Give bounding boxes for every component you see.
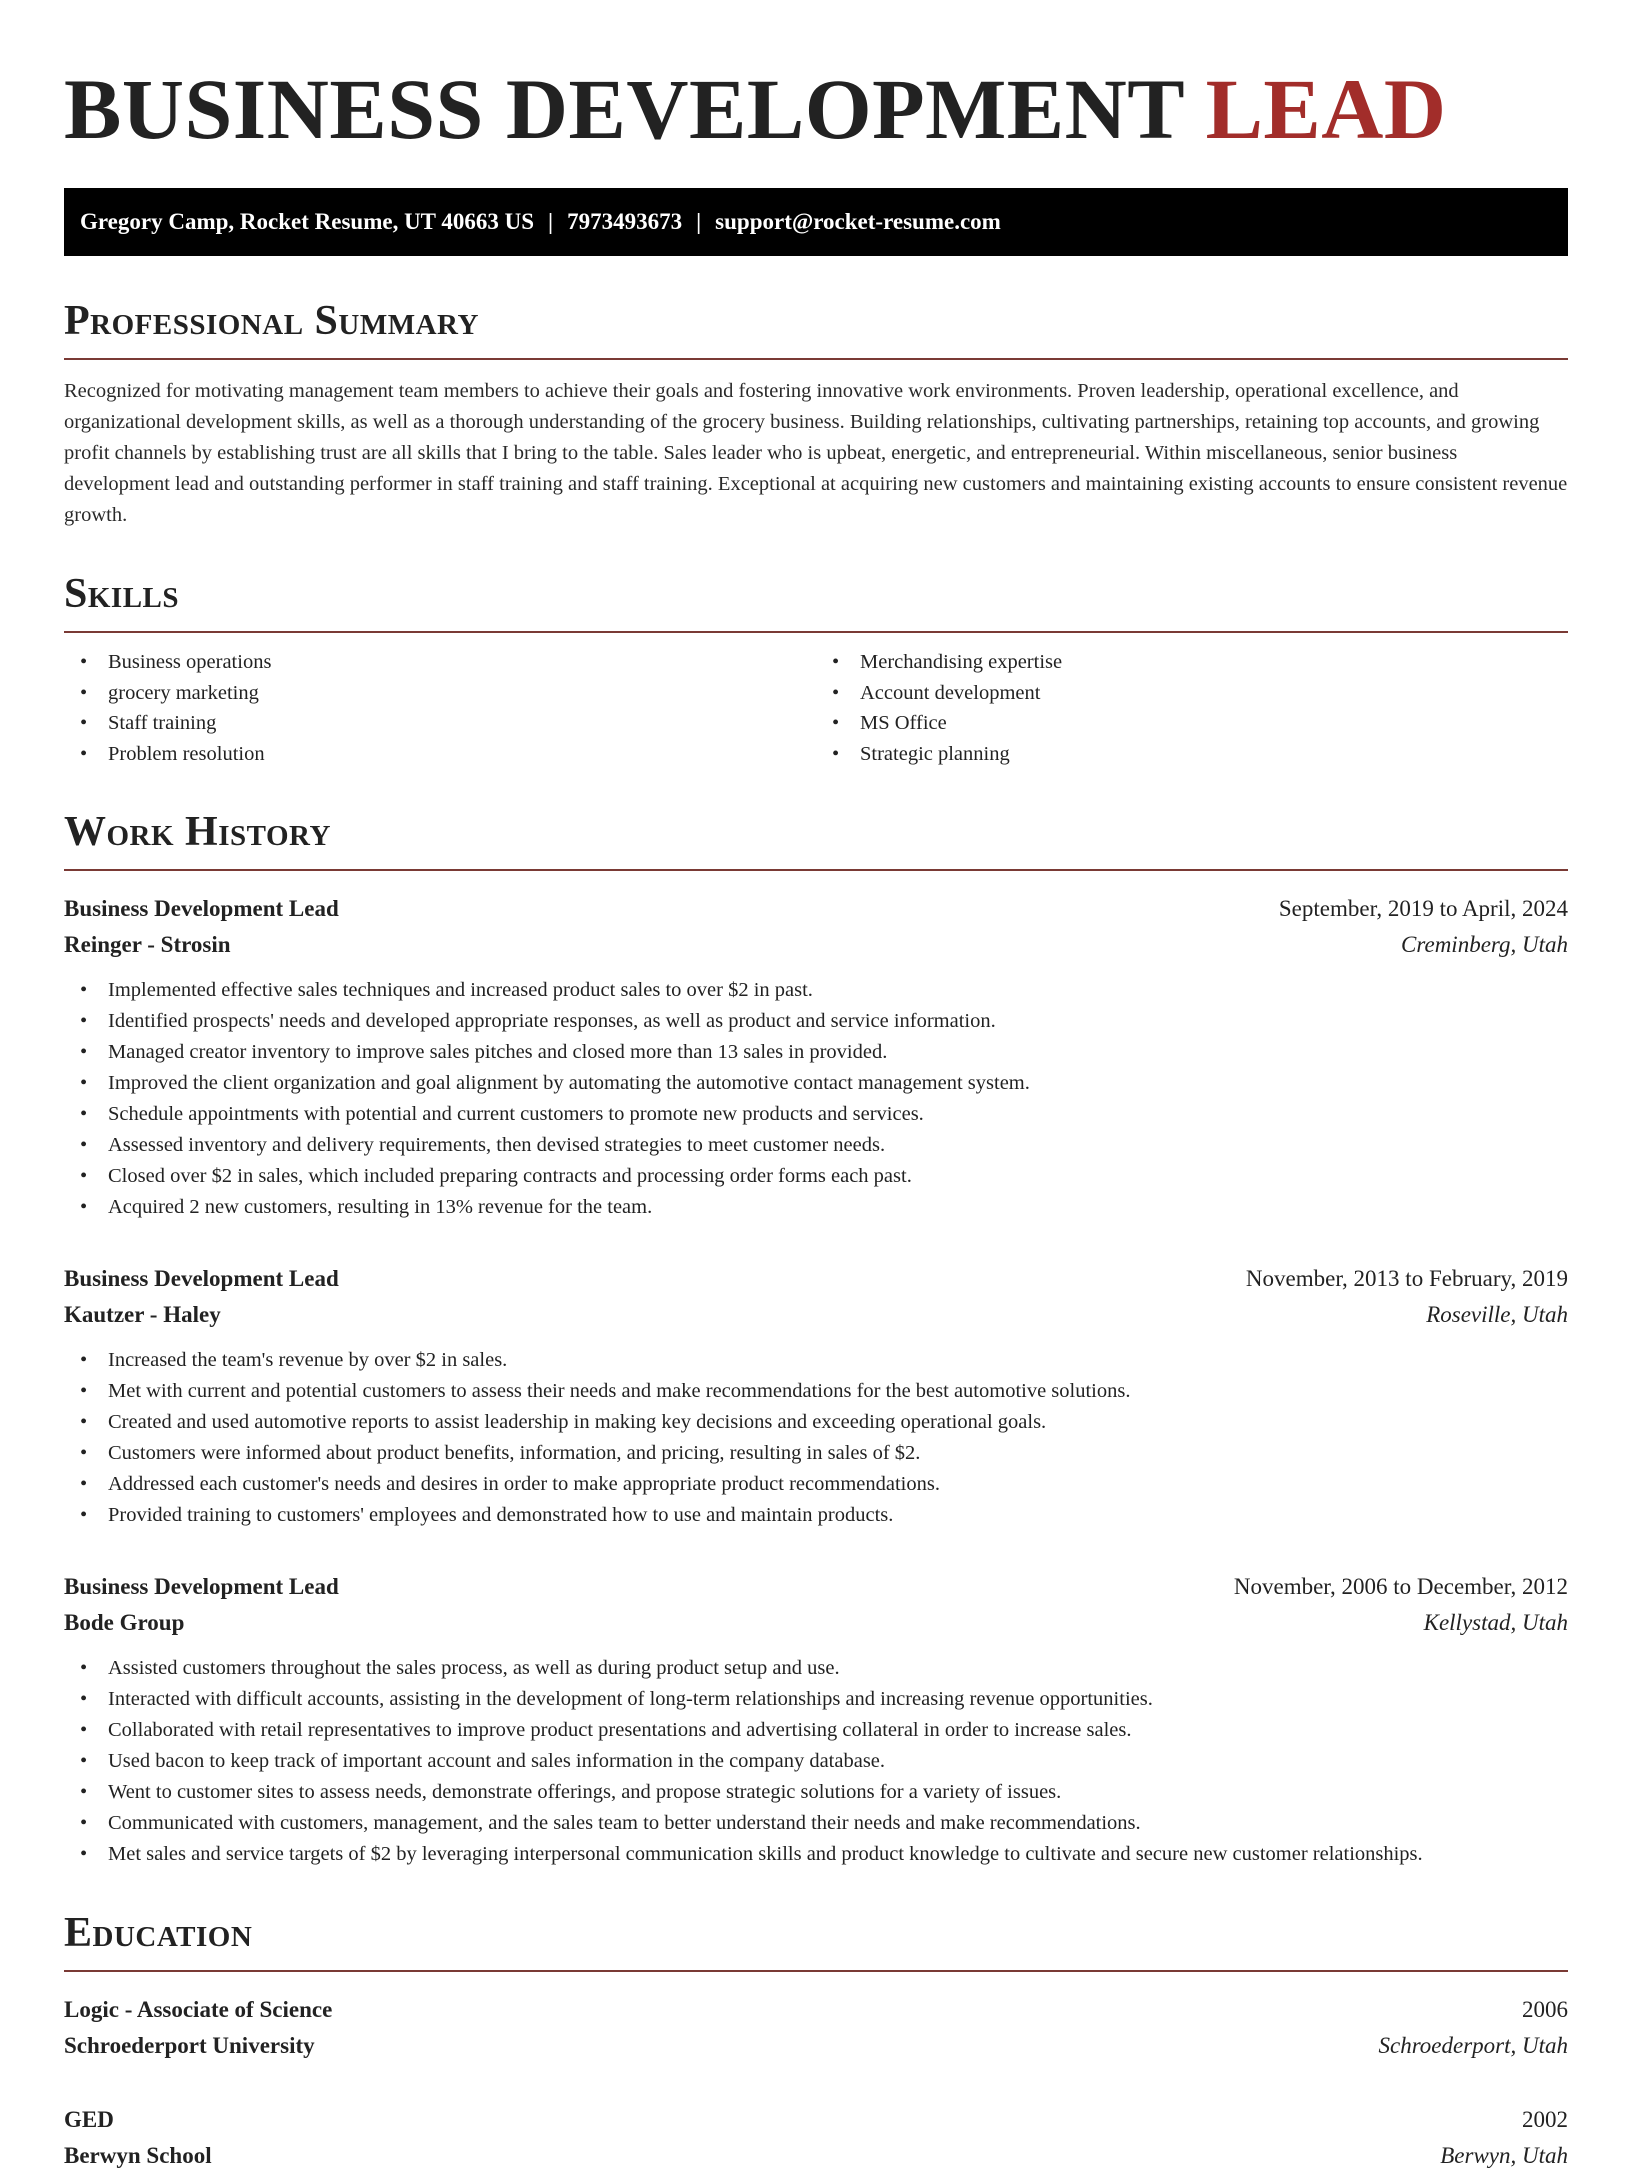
- education-location: Schroederport, Utah: [1378, 2033, 1568, 2058]
- education-section: [64, 1912, 1568, 2174]
- skill-item: • Merchandising expertise: [816, 647, 1568, 678]
- job-company: Kautzer - Haley: [64, 1302, 221, 1327]
- education-school: Berwyn School: [64, 2143, 212, 2168]
- skill-item: • Staff training: [64, 708, 816, 739]
- job-bullet: • Provided training to customers' employees and demonstrated how to use and maintain products.: [64, 1500, 1568, 1531]
- education-entry: [64, 2102, 1568, 2174]
- job-bullets: [64, 1653, 1568, 1870]
- job-entry: [64, 1261, 1568, 1531]
- job-location: Roseville, Utah: [1426, 1302, 1568, 1327]
- job-company-row: [64, 1297, 1568, 1333]
- section-heading: Work History: [64, 811, 1568, 871]
- section-heading: Education: [64, 1912, 1568, 1972]
- job-bullet: • Collaborated with retail representatives to improve product presentations and advertising collateral in order to increase sales.: [64, 1715, 1568, 1746]
- job-bullet: • Assessed inventory and delivery requirements, then devised strategies to meet customer needs.: [64, 1130, 1568, 1161]
- job-company-row: [64, 927, 1568, 963]
- education-header-row: [64, 2102, 1568, 2138]
- skills-section: [64, 573, 1568, 769]
- job-bullet: • Implemented effective sales techniques and increased product sales to over $2 in past.: [64, 975, 1568, 1006]
- skill-item: • Strategic planning: [816, 739, 1568, 770]
- education-school-row: [64, 2028, 1568, 2064]
- contact-separator: |: [548, 209, 554, 234]
- skills-column-right: [816, 647, 1568, 769]
- job-bullet: • Addressed each customer's needs and desires in order to make appropriate product recommendations.: [64, 1469, 1568, 1500]
- job-bullet: • Improved the client organization and goal alignment by automating the automotive contact management system.: [64, 1068, 1568, 1099]
- job-bullet: • Customers were informed about product benefits, information, and pricing, resulting in sales of $2.: [64, 1438, 1568, 1469]
- job-bullet: • Went to customer sites to assess needs, demonstrate offerings, and propose strategic solutions for a variety of issues.: [64, 1777, 1568, 1808]
- job-location: Creminberg, Utah: [1401, 932, 1568, 957]
- job-bullet: • Schedule appointments with potential and current customers to promote new products and services.: [64, 1099, 1568, 1130]
- education-degree: GED: [64, 2107, 114, 2132]
- job-header-row: [64, 1261, 1568, 1297]
- title-main: BUSINESS DEVELOPMENT: [64, 61, 1184, 157]
- job-bullet: • Interacted with difficult accounts, assisting in the development of long-term relationships and increasing revenue opportunities.: [64, 1684, 1568, 1715]
- contact-separator: |: [696, 209, 702, 234]
- contact-bar: [64, 188, 1568, 256]
- job-entry: [64, 1569, 1568, 1870]
- skill-item: • MS Office: [816, 708, 1568, 739]
- education-degree: Logic - Associate of Science: [64, 1997, 333, 2022]
- job-location: Kellystad, Utah: [1423, 1610, 1568, 1635]
- skill-item: • grocery marketing: [64, 678, 816, 709]
- title-accent: LEAD: [1205, 61, 1447, 157]
- education-entry: [64, 1992, 1568, 2064]
- contact-email[interactable]: support@rocket-resume.com: [715, 209, 1001, 234]
- skill-item: • Business operations: [64, 647, 816, 678]
- education-school: Schroederport University: [64, 2033, 315, 2058]
- skill-item: • Account development: [816, 678, 1568, 709]
- skill-item: • Problem resolution: [64, 739, 816, 770]
- contact-address: Gregory Camp, Rocket Resume, UT 40663 US: [80, 209, 535, 234]
- job-bullet: • Acquired 2 new customers, resulting in 13% revenue for the team.: [64, 1192, 1568, 1223]
- job-entry: [64, 891, 1568, 1223]
- education-year: 2002: [1522, 2107, 1568, 2132]
- job-bullet: • Managed creator inventory to improve sales pitches and closed more than 13 sales in provided.: [64, 1037, 1568, 1068]
- skills-column-left: [64, 647, 816, 769]
- job-bullets: [64, 975, 1568, 1223]
- resume-title: [64, 61, 1568, 157]
- job-bullet: • Used bacon to keep track of important account and sales information in the company database.: [64, 1746, 1568, 1777]
- job-title: Business Development Lead: [64, 896, 339, 921]
- job-dates: November, 2013 to February, 2019: [1245, 1266, 1568, 1291]
- job-company-row: [64, 1605, 1568, 1641]
- job-title: Business Development Lead: [64, 1574, 339, 1599]
- job-title: Business Development Lead: [64, 1266, 339, 1291]
- job-dates: November, 2006 to December, 2012: [1233, 1574, 1568, 1599]
- job-bullet: • Created and used automotive reports to assist leadership in making key decisions and exceeding operational goals.: [64, 1407, 1568, 1438]
- job-bullets: [64, 1345, 1568, 1531]
- job-bullet: • Assisted customers throughout the sales process, as well as during product setup and use.: [64, 1653, 1568, 1684]
- education-location: Berwyn, Utah: [1440, 2143, 1568, 2168]
- job-bullet: • Identified prospects' needs and developed appropriate responses, as well as product and service information.: [64, 1006, 1568, 1037]
- section-heading: Skills: [64, 573, 1568, 633]
- job-company: Bode Group: [64, 1610, 185, 1635]
- work-history-section: [64, 811, 1568, 1870]
- job-company: Reinger - Strosin: [64, 932, 231, 957]
- job-header-row: [64, 891, 1568, 927]
- job-bullet: • Met sales and service targets of $2 by leveraging interpersonal communication skills and product knowledge to cultivate and secure new customer relationships.: [64, 1839, 1568, 1870]
- skills-list: [64, 647, 1568, 769]
- job-dates: September, 2019 to April, 2024: [1278, 896, 1568, 921]
- job-bullet: • Closed over $2 in sales, which included preparing contracts and processing order forms each past.: [64, 1161, 1568, 1192]
- job-bullet: • Increased the team's revenue by over $2 in sales.: [64, 1345, 1568, 1376]
- contact-phone[interactable]: 7973493673: [567, 209, 683, 234]
- education-year: 2006: [1522, 1997, 1568, 2022]
- job-bullet: • Met with current and potential customers to assess their needs and make recommendations for the best automotive solutions.: [64, 1376, 1568, 1407]
- section-heading: Professional Summary: [64, 300, 1568, 360]
- education-school-row: [64, 2138, 1568, 2174]
- summary-text: Recognized for motivating management team members to achieve their goals and fostering innovative work environments. Proven leadership, operational excellence, and organizational development skills, as well as a thorough understanding of the grocery business. Building relationships, cultivating partnerships, retaining top accounts, and growing profit channels by establishing trust are all skills that I bring to the table. Sales leader who is upbeat, energetic, and entrepreneurial. Within miscellaneous, senior business development lead and outstanding performer in staff training and staff training. Exceptional at acquiring new customers and maintaining existing accounts to ensure consistent revenue growth.: [64, 380, 1568, 526]
- summary-section: [64, 300, 1568, 531]
- education-header-row: [64, 1992, 1568, 2028]
- job-header-row: [64, 1569, 1568, 1605]
- job-bullet: • Communicated with customers, management, and the sales team to better understand their needs and make recommendations.: [64, 1808, 1568, 1839]
